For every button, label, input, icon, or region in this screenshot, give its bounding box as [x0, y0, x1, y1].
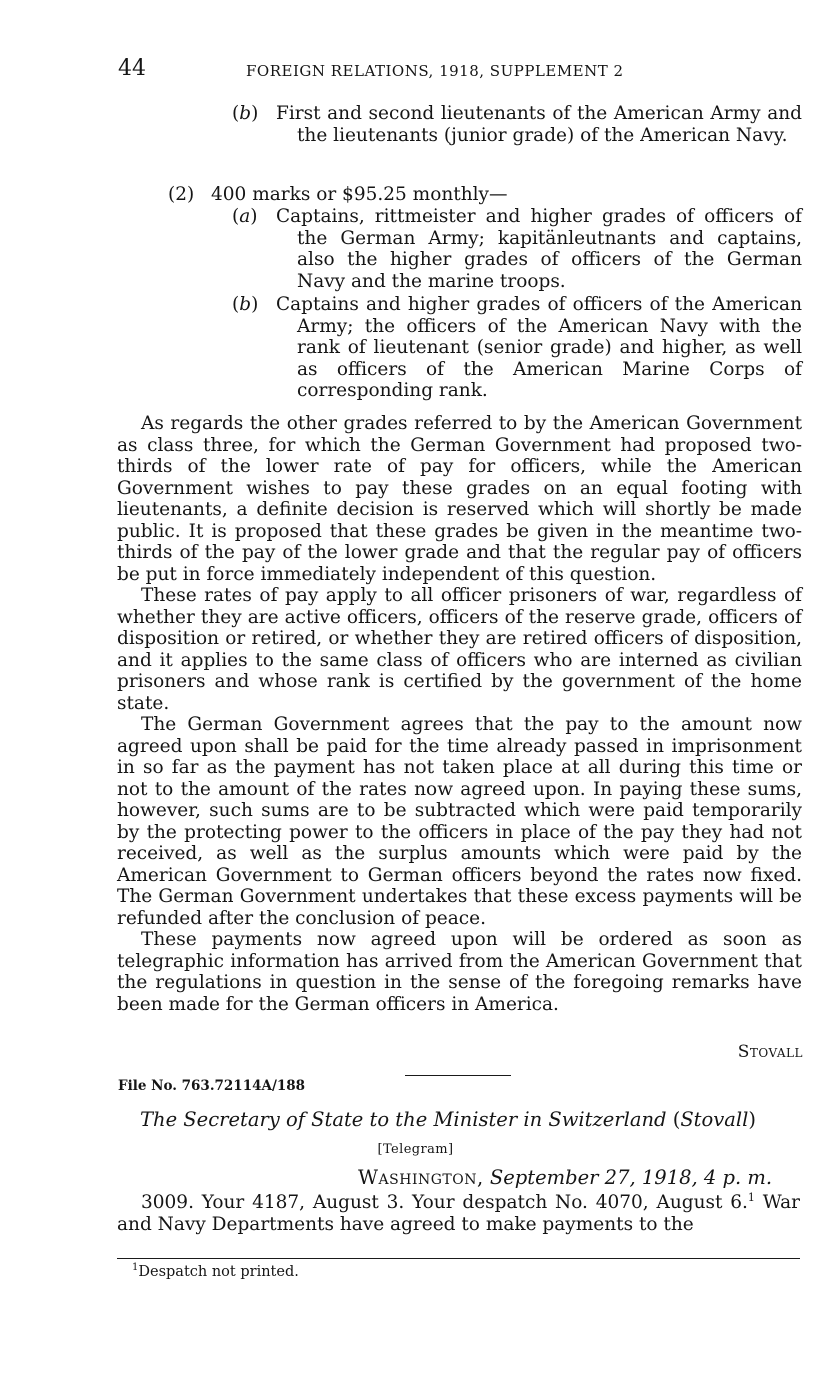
document-title: The Secretary of State to the Minister in Switzerland (Stovall) [140, 1108, 756, 1131]
paragraph: These payments now agreed upon will be ordered as soon as telegraphic information has arrived from the American Government that the regulations in question in the sense of the foregoing remarks have been made for the German officers in America. [117, 929, 802, 1015]
paragraph: 3009. Your 4187, August 3. Your despatch No. 4070, August 6.$^1$ War and Navy Departments have agreed to make payments to the [117, 1190, 800, 1235]
running-head: FOREIGN RELATIONS, 1918, SUPPLEMENT 2 [246, 62, 624, 80]
list-item-text: 400 marks or $95.25 monthly— [211, 184, 508, 205]
footnote-reference[interactable]: 1 [747, 1190, 755, 1204]
telegram-body [117, 1192, 800, 1235]
paragraph: As regards the other grades referred to by the American Government as class three, for which the German Government had proposed two-thirds of the lower rate of pay for officers, while the American Government wishes to pay these grades on an equal footing with lieutenants, a definite decision is reserved which will shortly be made public. It is proposed that these grades be given in the meantime two-thirds of the pay of the lower grade and that the regular pay of officers be put in force immediately independent of this question. [117, 413, 802, 585]
footnote-marker: 1 [132, 1262, 139, 1274]
signature: Stovall [737, 1042, 803, 1062]
paragraph: The German Government agrees that the pay to the amount now agreed upon shall be paid for the time already passed in imprisonment in so far as the payment has not taken place at all during this time or not to the amount of the rates now agreed upon. In paying these sums, however, such sums are to be subtracted which were paid temporarily by the protecting power to the officers in place of the pay they had not received, as well as the surplus amounts which were paid by the American Government to German officers beyond the rates now fixed. The German Government undertakes that these excess payments will be refunded after the conclusion of peace. [117, 714, 802, 929]
list-item-label: (a) [232, 206, 258, 227]
footnote [132, 1264, 299, 1280]
list-item-label: (b) [232, 103, 259, 124]
list-item-text: Captains, rittmeister and higher grades of officers of the German Army; kapitänleutnants and captains, also the higher grades of officers of the German Navy and the marine troops. [276, 206, 802, 292]
document-title-text: The Secretary of State to the Minister in Switzerland [140, 1108, 667, 1131]
list-item-label: (b) [232, 294, 259, 315]
footnote-text: Despatch not printed. [138, 1264, 299, 1280]
document-form: [Telegram] [377, 1142, 454, 1157]
file-number: File No. 763.72114A/188 [118, 1078, 306, 1094]
list-item-text: Captains and higher grades of officers of the American Army; the officers of the American Navy with the rank of lieutenant (senior grade) and higher, as well as officers of the American Marine Corps of corresponding rank. [276, 294, 802, 401]
dateline [358, 1166, 772, 1189]
body-text [117, 413, 802, 1015]
list-item-label: (2) [168, 184, 195, 205]
section-divider [405, 1075, 511, 1076]
list-item-text: First and second lieutenants of the American Army and the lieutenants (junior grade) of the American Navy. [276, 103, 802, 146]
page-header [118, 56, 800, 86]
document-title-name: Stovall [680, 1108, 749, 1131]
dateline-place: Washington, [358, 1166, 484, 1189]
dateline-date: September 27, 1918, 4 p. m. [489, 1166, 773, 1189]
paragraph: These rates of pay apply to all officer prisoners of war, regardless of whether they are active officers, officers of the reserve grade, officers of disposition or retired, or whether they are retired officers of disposition, and it applies to the same class of officers who are interned as civilian prisoners and whose rank is certified by the government of the home state. [117, 585, 802, 714]
page-number: 44 [118, 56, 146, 81]
footnote-divider [117, 1258, 800, 1259]
